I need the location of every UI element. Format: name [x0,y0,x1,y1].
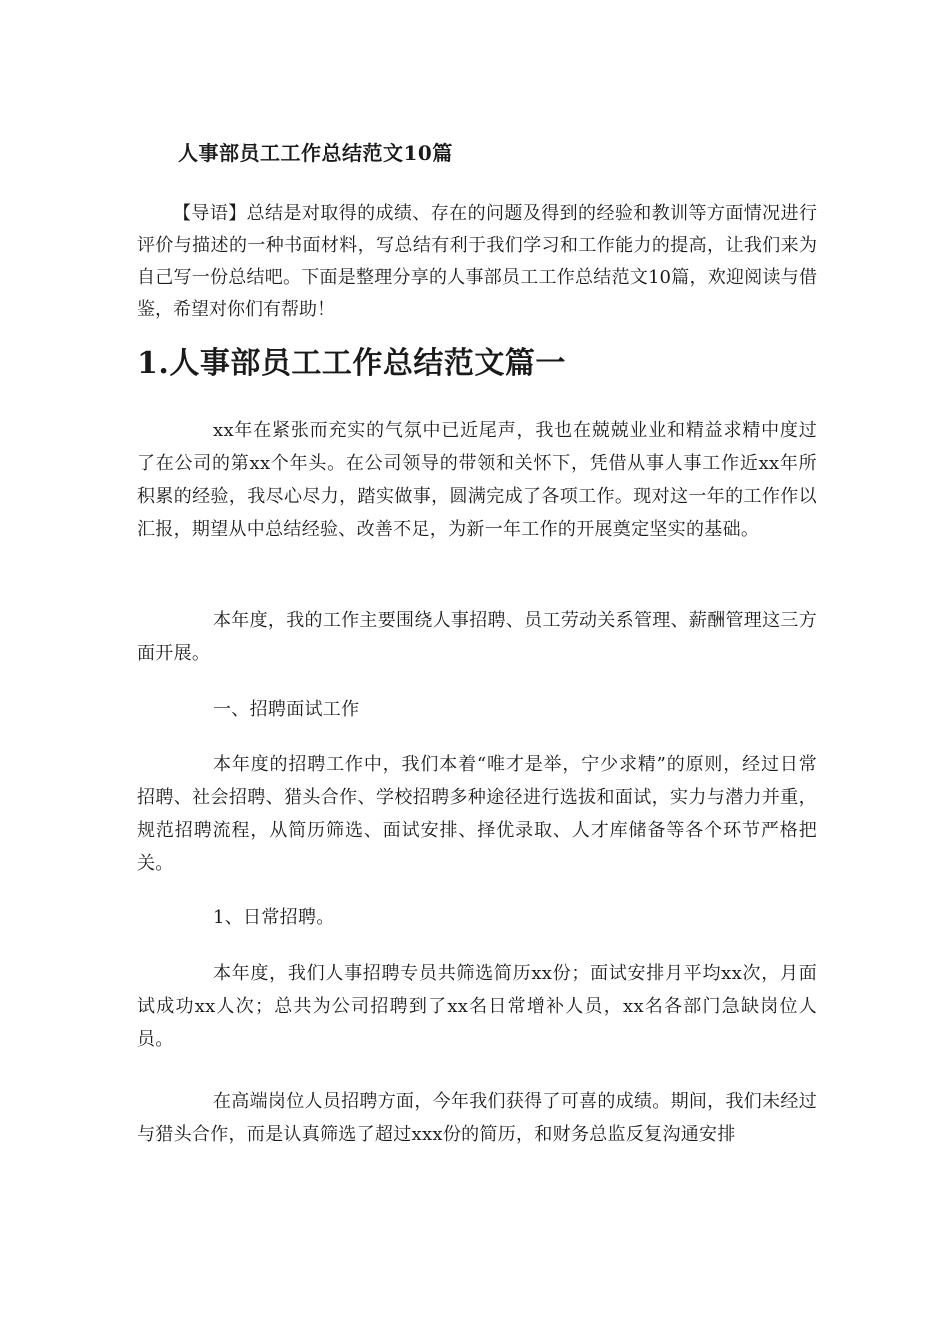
body-paragraph: 在高端岗位人员招聘方面，今年我们获得了可喜的成绩。期间，我们未经过与猎头合作，而是认真筛选了超过xxx份的简历，和财务总监反复沟通安排 [137,1091,817,1145]
body-paragraph: xx年在紧张而充实的气氛中已近尾声，我也在兢兢业业和精益求精中度过了在公司的第xx个年头。在公司领导的带领和关怀下，凭借从事人事工作近xx年所积累的经验，我尽心尽力，踏实做事，圆满完成了各项工作。现对这一年的工作作以汇报，期望从中总结经验、改善不足，为新一年工作的开展奠定坚实的基础。 [137,420,817,540]
body-paragraph: 本年度的招聘工作中，我们本着“唯才是举，宁少求精”的原则，经过日常招聘、社会招聘、猎头合作、学校招聘多种途径进行选拔和面试，实力与潜力并重，规范招聘流程，从简历筛选、面试安排、择优录取、人才库储备等各个环节严格把关。 [137,754,817,874]
body-paragraph: 本年度，我们人事招聘专员共筛选简历xx份；面试安排月平均xx次，月面试成功xx人次；总共为公司招聘到了xx名日常增补人员，xx名各部门急缺岗位人员。 [137,963,817,1050]
body-paragraph: 本年度，我的工作主要围绕人事招聘、员工劳动关系管理、薪酬管理这三方面开展。 [137,610,817,664]
document-title: 人事部员工工作总结范文10篇 [178,141,453,165]
section-heading: 1.人事部员工工作总结范文篇一 [137,346,566,381]
list-item-heading: 1、日常招聘。 [213,907,335,928]
subsection-heading: 一、招聘面试工作 [213,699,360,720]
lead-paragraph: 【导语】总结是对取得的成绩、存在的问题及得到的经验和教训等方面情况进行评价与描述的一种书面材料，写总结有利于我们学习和工作能力的提高，让我们来为自己写一份总结吧。下面是整理分享的人事部员工工作总结范文10篇，欢迎阅读与借鉴，希望对你们有帮助！ [137,203,817,320]
